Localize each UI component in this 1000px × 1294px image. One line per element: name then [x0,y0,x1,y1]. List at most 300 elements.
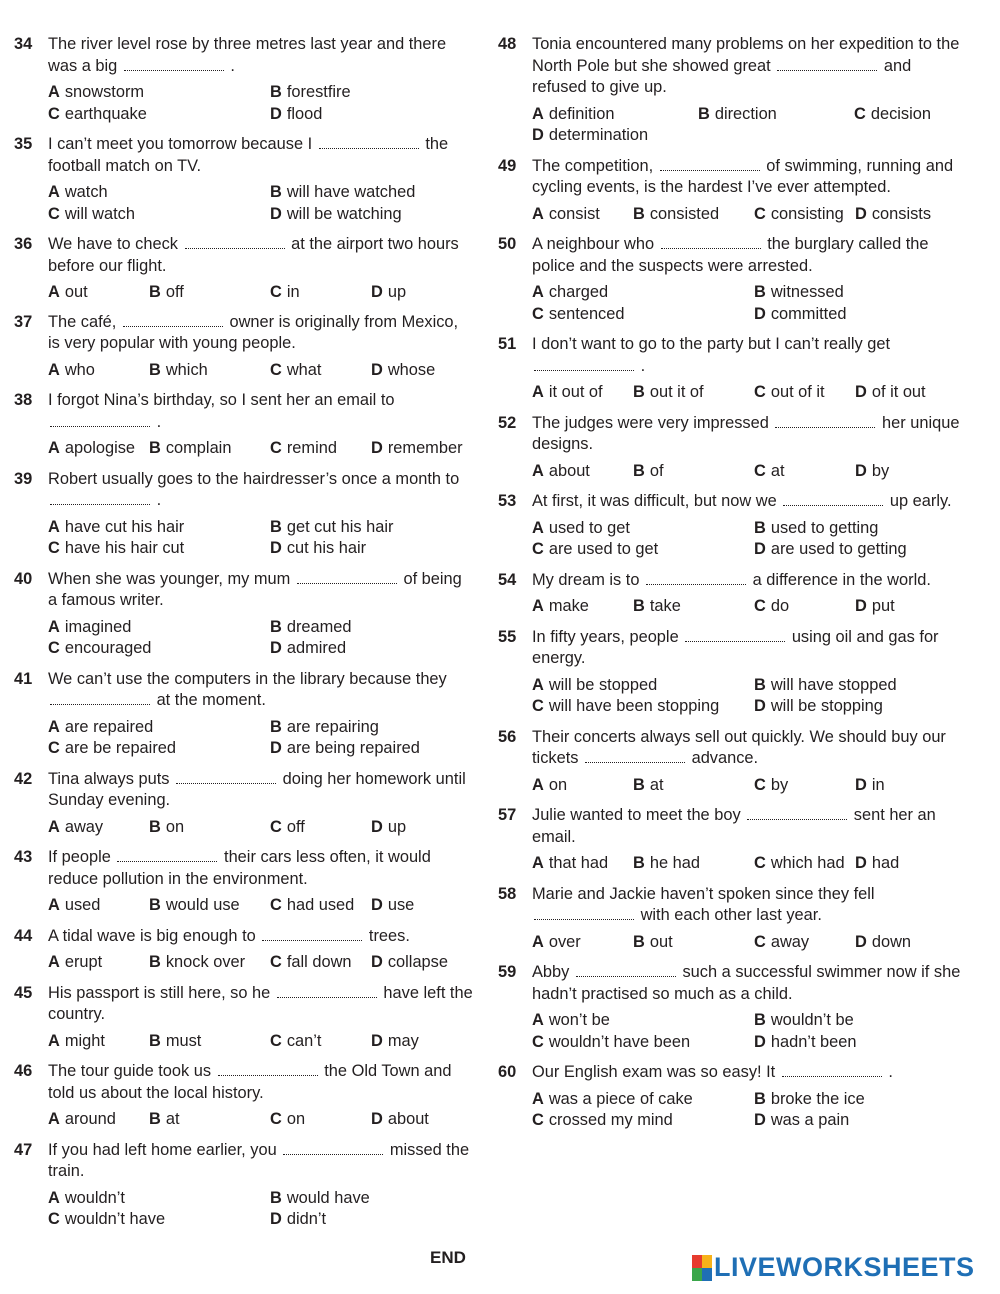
option-label: whose [387,360,436,379]
option-c[interactable] [48,204,270,226]
option-label: might [64,1031,105,1050]
option-a[interactable] [48,82,270,104]
option-a[interactable] [532,282,754,304]
question-text-after: advance. [691,749,759,767]
option-letter: A [48,360,60,379]
question-text-before: The café, [48,312,117,331]
question-text-after: . [156,412,162,431]
question-text [532,156,968,199]
option-letter: C [48,739,60,757]
option-letter: A [48,817,60,836]
option-letter: D [754,697,766,715]
option-c[interactable] [532,1110,754,1132]
option-a[interactable] [48,617,270,639]
option-a[interactable] [48,952,149,974]
option-c[interactable] [532,539,754,561]
answer-blank[interactable] [782,1062,882,1077]
left-column [14,34,474,1231]
question-47 [14,1140,474,1231]
option-b[interactable] [270,82,490,104]
answer-blank[interactable] [585,748,685,763]
option-b[interactable] [633,461,754,483]
answer-blank[interactable] [534,356,634,371]
option-d[interactable] [270,538,490,560]
option-c[interactable] [754,932,855,954]
option-a[interactable] [48,1031,149,1053]
option-b[interactable] [754,1010,974,1032]
question-42 [14,769,474,839]
option-label: hadn’t been [770,1032,857,1051]
option-d[interactable] [754,696,974,718]
option-a[interactable] [48,517,270,539]
option-letter: C [270,953,282,971]
option-letter: D [532,126,544,144]
option-c[interactable] [48,538,270,560]
option-letter: A [532,204,544,223]
option-letter: B [149,1110,161,1128]
answer-blank[interactable] [783,491,883,506]
question-text-before: A tidal wave is big enough to [48,926,256,945]
option-letter: D [270,539,282,557]
question-48 [498,34,968,147]
option-letter: D [371,1110,383,1128]
option-letter: D [855,932,867,951]
option-c[interactable] [48,104,270,126]
question-text [532,727,968,770]
option-label: encouraged [64,639,152,657]
option-b[interactable] [633,382,754,404]
option-b[interactable] [270,1188,490,1210]
option-letter: C [270,896,282,914]
option-d[interactable] [371,1031,481,1053]
options [48,360,474,382]
option-b[interactable] [149,817,270,839]
options [532,518,968,561]
option-a[interactable] [532,461,633,483]
option-b[interactable] [270,517,490,539]
option-d[interactable] [270,104,490,126]
option-c[interactable] [754,596,855,618]
question-text-before: We have to check [48,235,178,253]
option-label: watch [64,183,108,201]
option-a[interactable] [48,1188,270,1210]
question-number: 60 [498,1063,517,1081]
option-label: crossed my mind [548,1111,673,1129]
question-text [532,1062,968,1084]
options [532,675,968,718]
option-letter: C [532,304,544,323]
answer-blank[interactable] [646,570,746,585]
option-d[interactable] [371,438,481,460]
question-text-before: Julie wanted to meet the boy [532,806,741,824]
option-c[interactable] [754,775,855,797]
option-d[interactable] [270,638,490,660]
option-a[interactable] [532,596,633,618]
option-label: consisted [649,204,720,223]
option-d[interactable] [855,853,965,875]
option-letter: B [754,518,766,537]
option-label: are be repaired [64,739,177,757]
question-text-after: have left the country. [48,983,473,1023]
question-number: 34 [14,35,33,53]
answer-blank[interactable] [50,412,150,427]
options [532,1089,968,1132]
option-label: committed [770,304,847,323]
option-letter: C [270,360,282,379]
option-letter: C [48,204,60,223]
question-number: 54 [498,570,517,589]
option-letter: D [371,953,383,971]
option-label: of [649,461,664,480]
question-53 [498,491,968,561]
brand-text: LIVEWORKSHEETS [714,1252,975,1282]
option-a[interactable] [48,1109,149,1131]
option-c[interactable] [270,1109,371,1131]
option-a[interactable] [48,182,270,204]
option-letter: C [270,283,282,301]
question-text [48,312,474,355]
option-letter: D [754,304,766,323]
option-label: off [286,817,305,836]
option-label: had used [286,896,355,914]
option-c[interactable] [754,461,855,483]
options [532,382,968,404]
option-a[interactable] [532,1089,754,1111]
option-label: down [871,932,912,951]
question-number: 46 [14,1062,33,1080]
answer-blank[interactable] [685,627,785,642]
option-label: wouldn’t have [64,1210,166,1228]
answer-blank[interactable] [319,134,419,149]
option-d[interactable] [855,382,965,404]
option-label: dreamed [286,617,352,636]
option-b[interactable] [754,1089,974,1111]
answer-blank[interactable] [660,156,760,171]
option-label: make [548,597,589,615]
option-c[interactable] [48,738,270,760]
question-number: 48 [498,35,517,53]
option-b[interactable] [149,1031,270,1053]
option-b[interactable] [633,853,754,875]
option-a[interactable] [532,382,633,404]
option-d[interactable] [855,932,965,954]
option-label: out of it [770,383,825,401]
question-text [532,234,968,277]
options [532,853,968,875]
answer-blank[interactable] [777,56,877,71]
option-label: that had [548,854,609,872]
question-text-after: with each other last year. [640,906,822,924]
option-letter: B [633,204,645,223]
question-46 [14,1061,474,1131]
option-d[interactable] [371,952,481,974]
answer-blank[interactable] [50,690,150,705]
answer-blank[interactable] [124,56,224,71]
question-text-before: At first, it was difficult, but now we [532,492,777,510]
option-c[interactable] [270,952,371,974]
option-b[interactable] [149,360,270,382]
options [48,182,474,225]
end-label: END [430,1248,466,1267]
option-d[interactable] [371,817,481,839]
question-number: 52 [498,413,517,432]
option-a[interactable] [532,853,633,875]
option-a[interactable] [48,817,149,839]
option-a[interactable] [532,932,633,954]
option-d[interactable] [532,125,698,147]
options [48,1188,474,1231]
option-letter: A [48,717,60,736]
option-letter: A [532,675,544,694]
option-d[interactable] [371,895,481,917]
option-label: out [64,283,88,301]
option-b[interactable] [149,438,270,460]
option-letter: B [633,383,645,401]
option-label: are repaired [64,717,154,736]
question-text-after: . [156,491,162,509]
options [532,282,968,325]
option-c[interactable] [532,1032,754,1054]
option-b[interactable] [270,717,490,739]
option-label: take [649,597,681,615]
question-text-after: sent her an email. [532,806,936,846]
option-a[interactable] [48,717,270,739]
option-d[interactable] [754,1032,974,1054]
option-c[interactable] [270,282,371,304]
option-letter: B [270,717,282,736]
answer-blank[interactable] [262,926,362,941]
question-number: 37 [14,312,33,331]
option-letter: D [754,1111,766,1129]
question-number: 38 [14,391,33,409]
question-text-before: Tina always puts [48,769,170,788]
option-d[interactable] [855,461,965,483]
option-c[interactable] [270,895,371,917]
option-b[interactable] [149,282,270,304]
option-a[interactable] [532,775,633,797]
option-c[interactable] [754,204,855,226]
options [532,775,968,797]
option-c[interactable] [270,360,371,382]
option-letter: B [754,1089,766,1108]
answer-blank[interactable] [283,1140,383,1155]
option-letter: B [633,932,645,951]
option-letter: C [754,461,766,480]
question-text [48,1061,474,1104]
option-d[interactable] [754,539,974,561]
option-letter: A [48,283,60,301]
option-a[interactable] [48,360,149,382]
question-text-before: The judges were very impressed [532,413,769,432]
option-b[interactable] [270,617,490,639]
question-text [48,390,474,433]
option-label: broke the ice [770,1089,865,1108]
question-number: 57 [498,806,517,824]
option-c[interactable] [48,1209,270,1231]
option-letter: D [270,739,282,757]
option-label: definition [548,104,615,123]
option-letter: A [532,518,544,537]
option-b[interactable] [633,204,754,226]
option-a[interactable] [532,204,633,226]
option-letter: D [855,775,867,794]
option-letter: C [270,439,282,457]
option-d[interactable] [270,204,490,226]
answer-blank[interactable] [747,805,847,820]
option-c[interactable] [754,853,855,875]
option-c[interactable] [854,104,994,126]
option-label: are used to getting [770,540,907,558]
option-d[interactable] [371,1109,481,1131]
question-text-after: at the moment. [156,691,266,709]
answer-blank[interactable] [534,905,634,920]
option-c[interactable] [270,438,371,460]
option-letter: D [855,461,867,480]
option-c[interactable] [270,1031,371,1053]
answer-blank[interactable] [576,962,676,977]
answer-blank[interactable] [176,769,276,784]
option-b[interactable] [633,596,754,618]
option-a[interactable] [48,282,149,304]
option-a[interactable] [48,438,149,460]
option-label: by [871,461,890,480]
option-label: used to get [548,518,630,537]
options [48,717,474,760]
option-label: it out of [548,383,603,401]
option-d[interactable] [754,1110,974,1132]
question-text-after: owner is originally from Mexico, is very popular with young people. [48,312,459,352]
option-letter: A [48,1188,60,1207]
option-c[interactable] [532,304,754,326]
option-c[interactable] [754,382,855,404]
option-b[interactable] [633,932,754,954]
question-text-before: If you had left home earlier, you [48,1140,277,1159]
option-d[interactable] [371,282,481,304]
option-label: have cut his hair [64,517,185,536]
option-label: admired [286,639,347,657]
option-b[interactable] [754,282,974,304]
option-a[interactable] [532,675,754,697]
options [48,617,474,660]
question-text-before: I don’t want to go to the party but I can’t really get [532,335,891,353]
option-letter: A [48,1031,60,1050]
option-label: was a piece of cake [548,1089,693,1108]
option-label: will have been stopping [548,697,720,715]
option-b[interactable] [149,952,270,974]
option-label: about [387,1110,429,1128]
option-d[interactable] [855,775,965,797]
question-text-before: If people [48,848,111,866]
option-d[interactable] [371,360,481,382]
option-label: wouldn’t [64,1188,125,1207]
option-b[interactable] [754,675,974,697]
question-text [48,847,474,890]
option-b[interactable] [633,775,754,797]
options [48,1031,474,1053]
option-label: used to getting [770,518,879,537]
question-57 [498,805,968,875]
question-text-before: Tonia encountered many problems on her expedition to the North Pole but she showed great [532,35,960,75]
option-b[interactable] [698,104,854,126]
question-text-before: A neighbour who [532,235,655,253]
answer-blank[interactable] [50,490,150,505]
option-letter: A [532,854,544,872]
option-letter: A [48,439,60,457]
option-letter: D [855,597,867,615]
option-label: over [548,932,581,951]
question-text [48,669,474,712]
answer-blank[interactable] [277,983,377,998]
answer-blank[interactable] [661,234,761,249]
option-letter: B [270,517,282,536]
question-59 [498,962,968,1053]
option-a[interactable] [532,104,698,126]
question-text-after: their cars less often, it would reduce pollution in the environment. [48,848,431,888]
answer-blank[interactable] [297,569,397,584]
option-d[interactable] [270,738,490,760]
option-c[interactable] [532,696,754,718]
option-letter: C [48,1210,60,1228]
option-label: knock over [165,953,246,971]
option-c[interactable] [48,638,270,660]
option-a[interactable] [532,518,754,540]
answer-blank[interactable] [218,1061,318,1076]
option-c[interactable] [270,817,371,839]
question-54 [498,570,968,618]
option-letter: D [270,639,282,657]
option-label: apologise [64,439,136,457]
option-b[interactable] [149,1109,270,1131]
option-letter: C [532,540,544,558]
option-d[interactable] [270,1209,490,1231]
option-d[interactable] [754,304,974,326]
answer-blank[interactable] [117,847,217,862]
answer-blank[interactable] [775,413,875,428]
option-label: on [165,817,185,836]
option-letter: A [532,597,544,615]
option-letter: B [149,1031,161,1050]
option-d[interactable] [855,596,965,618]
option-a[interactable] [48,895,149,917]
option-label: won’t be [548,1011,610,1029]
option-label: consist [548,204,600,223]
option-letter: B [270,617,282,636]
option-b[interactable] [270,182,490,204]
option-label: remind [286,439,337,457]
question-text-before: The competition, [532,156,654,175]
answer-blank[interactable] [185,234,285,249]
option-a[interactable] [532,1010,754,1032]
option-label: had [871,854,900,872]
question-text-before: Their concerts always sell out quickly. We should buy our tickets [532,727,946,767]
option-letter: C [754,383,766,401]
option-b[interactable] [754,518,974,540]
option-d[interactable] [855,204,965,226]
liveworksheets-icon [692,1255,712,1281]
question-text-after: . [640,356,646,375]
question-text-before: Robert usually goes to the hairdresser’s once a month to [48,469,460,488]
option-b[interactable] [149,895,270,917]
option-label: will have stopped [770,675,897,694]
option-letter: B [270,1188,282,1207]
question-text-before: I can’t meet you tomorrow because I [48,135,313,153]
question-49 [498,156,968,226]
answer-blank[interactable] [123,312,223,327]
option-letter: C [532,1111,544,1129]
question-39 [14,469,474,560]
question-60 [498,1062,968,1132]
option-label: will be stopped [548,675,658,694]
